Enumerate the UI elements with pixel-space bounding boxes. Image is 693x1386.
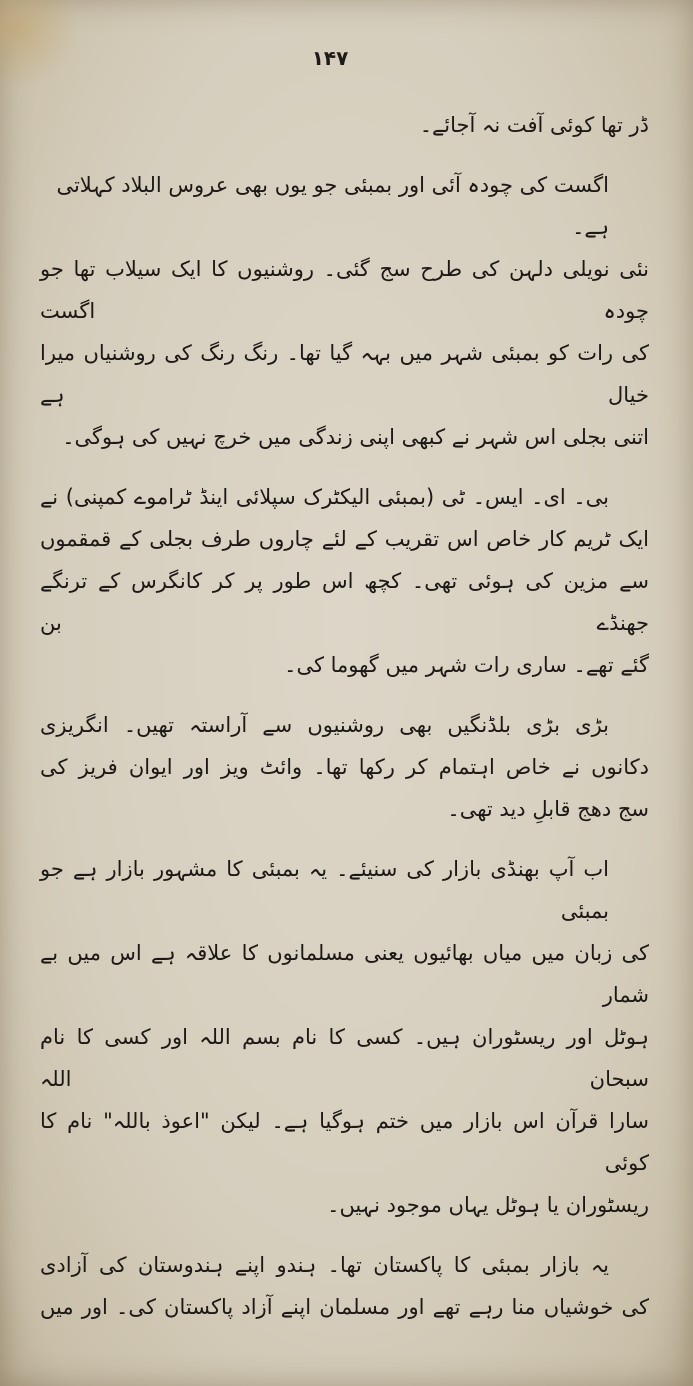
text-line: اگست کی چودہ آئی اور بمبئی جو یوں بھی عروس البلاد کہلاتی ہے۔ (56, 173, 609, 239)
text-line: کی خوشیاں منا رہے تھے اور مسلمان اپنے آزاد پاکستان کی۔ اور میں (40, 1295, 649, 1319)
text-line: نئی نویلی دلہن کی طرح سج گئی۔ روشنیوں کا ایک سیلاب تھا جو چودہ اگست (40, 257, 649, 323)
text-line: کی زبان میں میاں بھائیوں یعنی مسلمانوں کا علاقہ ہے اس میں بے شمار (40, 941, 649, 1007)
text-line: بی۔ ای۔ ایس۔ ٹی (بمبئی الیکٹرک سپلائی اینڈ ٹراموے کمپنی) نے (40, 485, 609, 509)
text-line: ڈر تھا کوئی آفت نہ آجائے۔ (419, 113, 649, 137)
text-line: سارا قرآن اس بازار میں ختم ہوگیا ہے۔ لیکن "اعوذ باللہ" نام کا کوئی (40, 1109, 649, 1175)
page-number: ۱۴۷ (311, 46, 349, 70)
paragraph (40, 164, 649, 458)
paper-stain (0, 0, 80, 90)
text-line: اتنی بجلی اس شہر نے کبھی اپنی زندگی میں خرچ نہیں کی ہوگی۔ (62, 425, 649, 449)
paragraph (40, 476, 649, 686)
paragraph (40, 848, 649, 1226)
text-line: کی رات کو بمبئی شہر میں بہہ گیا تھا۔ رنگ رنگ کی روشنیاں میرا خیال ہے (40, 341, 649, 407)
text-line: بڑی بڑی بلڈنگیں بھی روشنیوں سے آراستہ تھیں۔ انگریزی (40, 713, 609, 737)
text-line: سے مزین کی ہوئی تھی۔ کچھ اس طور پر کر کانگرس کے ترنگے جھنڈے بن (40, 569, 649, 635)
text-line: دکانوں نے خاص اہتمام کر رکھا تھا۔ وائٹ ویز اور ایوان فریز کی (40, 755, 649, 779)
text-line: ریسٹوران یا ہوٹل یہاں موجود نہیں۔ (327, 1193, 649, 1217)
text-line: ہوٹل اور ریسٹوران ہیں۔ کسی کا نام بسم اللہ اور کسی کا نام سبحان اللہ (40, 1025, 649, 1091)
paragraph (40, 104, 649, 146)
text-line: سج دھج قابلِ دید تھی۔ (447, 797, 649, 821)
paragraph (40, 1244, 649, 1328)
paragraph (40, 704, 649, 830)
text-line: گئے تھے۔ ساری رات شہر میں گھوما کی۔ (284, 653, 649, 677)
text-line: اب آپ بھنڈی بازار کی سنیئے۔ یہ بمبئی کا مشہور بازار ہے جو بمبئی (40, 857, 609, 923)
text-line: یہ بازار بمبئی کا پاکستان تھا۔ ہندو اپنے ہندوستان کی آزادی (40, 1253, 609, 1277)
text-line: ایک ٹریم کار خاص اس تقریب کے لئے چاروں طرف بجلی کے قمقموں (40, 527, 649, 551)
